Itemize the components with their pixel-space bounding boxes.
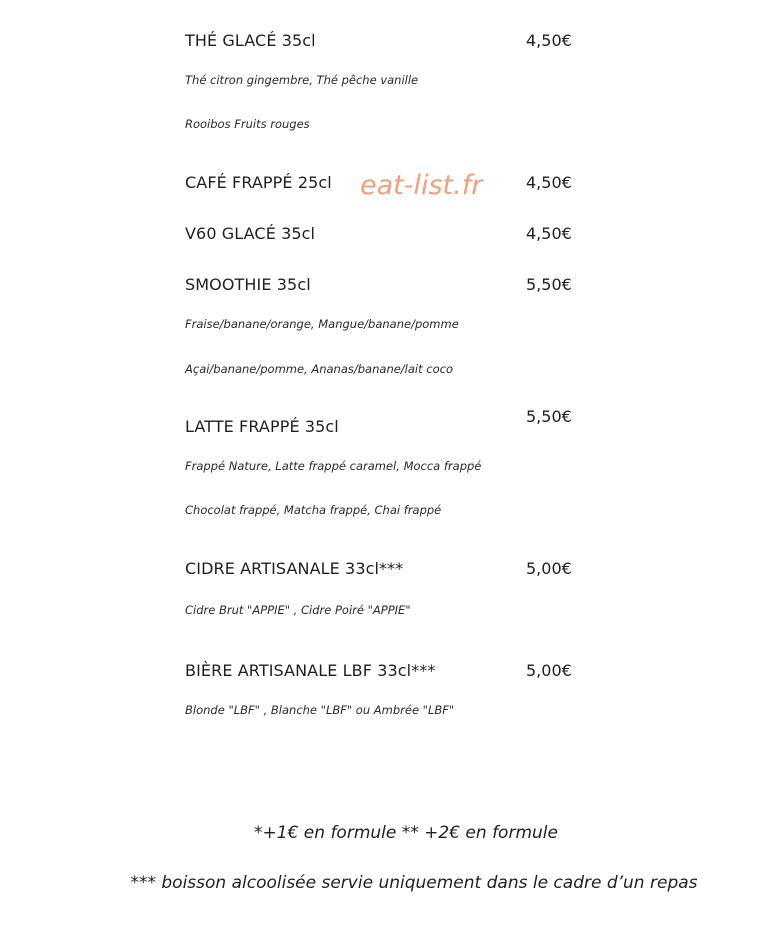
item-desc-smoothie-1: Fraise/banane/orange, Mangue/banane/pomme (185, 317, 459, 331)
item-price-cidre: 5,00€ (526, 559, 572, 578)
item-name-biere: BIÈRE ARTISANALE LBF 33cl*** (185, 661, 436, 680)
footnote-alcool: *** boisson alcoolisée servie uniquement dans le cadre d’un repas (130, 873, 698, 893)
item-price-the-glace: 4,50€ (526, 31, 572, 50)
item-desc-the-glace-1: Thé citron gingembre, Thé pêche vanille (185, 73, 419, 87)
item-name-cidre: CIDRE ARTISANALE 33cl*** (185, 559, 404, 578)
item-desc-smoothie-2: Açai/banane/pomme, Ananas/banane/lait coco (185, 362, 453, 376)
item-price-smoothie: 5,50€ (526, 275, 572, 294)
item-name-v60-glace: V60 GLACÉ 35cl (185, 224, 316, 243)
item-name-cafe-frappe: CAFÉ FRAPPÉ 25cl (185, 173, 332, 192)
item-desc-the-glace-2: Rooibos Fruits rouges (185, 117, 310, 131)
item-name-latte-frappe: LATTE FRAPPÉ 35cl (185, 417, 339, 436)
item-price-v60-glace: 4,50€ (526, 224, 572, 243)
item-price-cafe-frappe: 4,50€ (526, 173, 572, 192)
footnote-formule: *+1€ en formule ** +2€ en formule (254, 823, 558, 843)
item-desc-latte-frappe-1: Frappé Nature, Latte frappé caramel, Mocca frappé (185, 459, 482, 473)
watermark: eat-list.fr (360, 170, 483, 201)
item-price-latte-frappe: 5,50€ (526, 407, 572, 426)
item-price-biere: 5,00€ (526, 661, 572, 680)
item-name-smoothie: SMOOTHIE 35cl (185, 275, 311, 294)
item-desc-latte-frappe-2: Chocolat frappé, Matcha frappé, Chai frappé (185, 503, 442, 517)
item-desc-cidre-1: Cidre Brut "APPIE" , Cidre Poiré "APPIE" (185, 603, 411, 617)
item-desc-biere-1: Blonde "LBF" , Blanche "LBF" ou Ambrée "LBF" (185, 703, 455, 717)
item-name-the-glace: THÉ GLACÉ 35cl (185, 31, 316, 50)
